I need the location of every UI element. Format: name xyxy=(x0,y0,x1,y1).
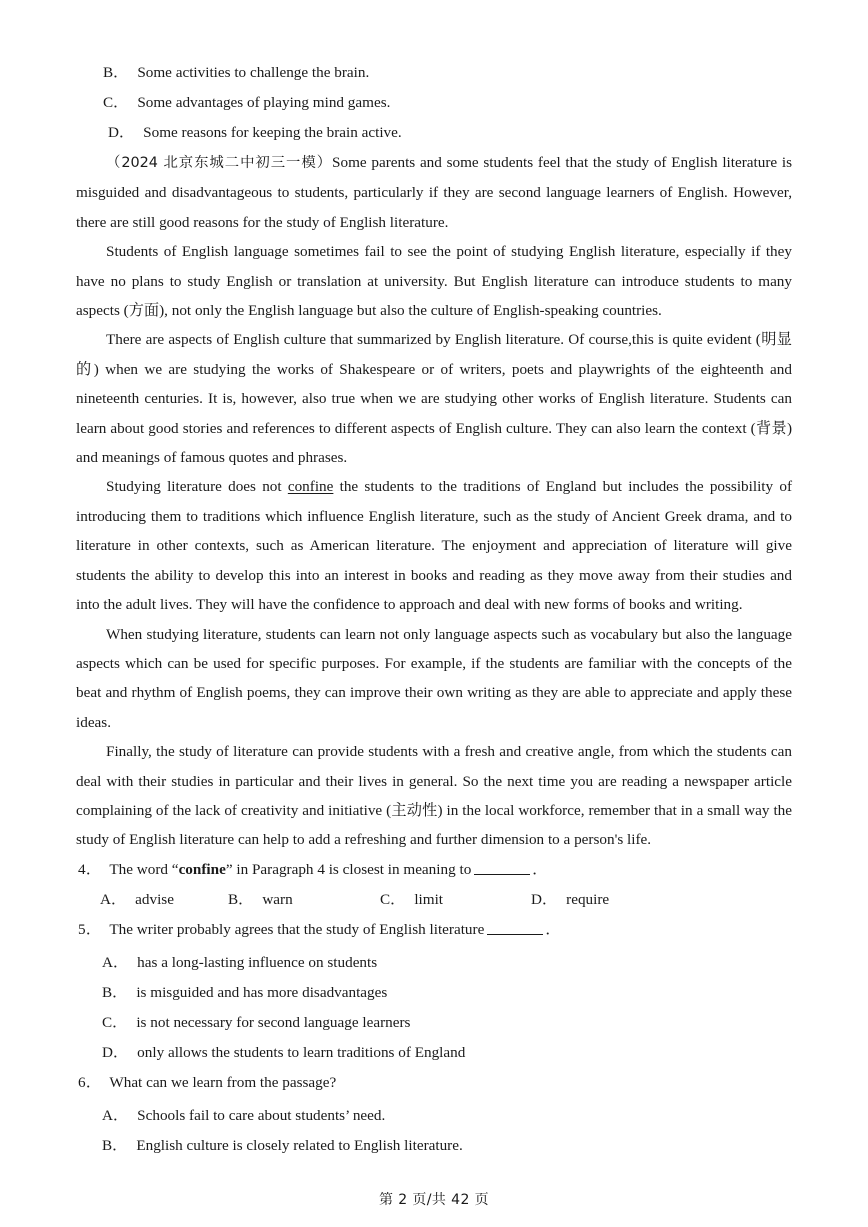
paragraph-text: There are aspects of English culture that summarized by English literature. Of course,this is quite evident (明显的) when we are studying the works of Shakespeare or of writers, poets and playwrights of the eighteenth and nineteenth centuries. It is, however, also true when we are studying other works of English literature. Students can learn about good stories and references to different aspects of English culture. They can also learn the context (背景) and meanings of famous quotes and phrases. xyxy=(76,331,792,467)
question-6-option-a[interactable] xyxy=(76,1101,792,1131)
option-letter: A． xyxy=(100,890,127,908)
option-letter: B． xyxy=(228,890,254,908)
option-d[interactable] xyxy=(531,885,609,915)
passage-paragraph-3 xyxy=(76,325,792,472)
paragraph-text-after: the students to the traditions of England but includes the possibility of introducing them to traditions which influence English literature, such as the study of Ancient Greek drama, and to literature in other contexts, such as American literature. The enjoyment and appreciation of literature will give students the ability to develop this into an interest in books and reading as they move away from their studies and into the adult lives. They will have the confidence to approach and deal with new forms of books and writing. xyxy=(76,478,792,614)
option-c[interactable] xyxy=(380,885,443,915)
paragraph-text: Finally, the study of literature can provide students with a fresh and creative angle, from which the students can deal with their studies in particular and their lives in general. So the next time you are reading a newspaper article complaining of the lack of creativity and initiative (主动性) in the local workforce, remember that in a small way the study of English literature can help to add a refreshing and further dimension to a person's life. xyxy=(76,743,792,849)
option-letter: B． xyxy=(102,1136,128,1154)
question-5-stem xyxy=(76,915,792,945)
list-item xyxy=(76,88,792,118)
question-stem: The writer probably agrees that the study of English literature xyxy=(109,920,485,938)
question-stem-end: ． xyxy=(545,920,561,938)
option-letter: A． xyxy=(102,1106,129,1124)
passage-paragraph-2 xyxy=(76,237,792,325)
option-letter: D． xyxy=(531,890,558,908)
option-letter: B． xyxy=(103,64,129,81)
option-text: Some advantages of playing mind games. xyxy=(137,94,391,111)
question-number: 6． xyxy=(78,1073,102,1091)
passage-paragraph-6 xyxy=(76,737,792,855)
option-letter: D． xyxy=(102,1043,129,1061)
option-text: Schools fail to care about students’ need. xyxy=(137,1106,386,1124)
option-text: Some activities to challenge the brain. xyxy=(137,64,370,81)
option-b[interactable] xyxy=(228,885,293,915)
option-a[interactable] xyxy=(100,885,174,915)
page-content xyxy=(76,58,792,1161)
option-letter: C． xyxy=(102,1013,128,1031)
question-4-stem xyxy=(76,855,792,885)
option-text: has a long-lasting influence on students xyxy=(137,953,378,971)
option-letter: D． xyxy=(108,124,135,141)
option-text: is misguided and has more disadvantages xyxy=(136,983,388,1001)
answer-blank[interactable] xyxy=(487,934,543,935)
question-5-option-b[interactable] xyxy=(76,978,792,1008)
option-text: limit xyxy=(414,890,444,908)
question-stem: What can we learn from the passage? xyxy=(109,1073,337,1091)
question-6-stem xyxy=(76,1068,792,1098)
list-item xyxy=(76,118,792,148)
list-item xyxy=(76,58,792,88)
question-6-option-b[interactable] xyxy=(76,1131,792,1161)
source-tag: （2024 北京东城二中初三一模） xyxy=(106,155,333,171)
question-stem-before: The word “ xyxy=(109,860,179,878)
paragraph-text-before: Studying literature does not xyxy=(106,478,288,496)
option-letter: C． xyxy=(103,94,129,111)
question-4-options xyxy=(76,885,792,915)
option-text: only allows the students to learn traditions of England xyxy=(137,1043,466,1061)
option-letter: A． xyxy=(102,953,129,971)
question-5-option-a[interactable] xyxy=(76,948,792,978)
paragraph-text: When studying literature, students can learn not only language aspects such as vocabulary but also the language aspects which can be used for specific purposes. For example, if the students are familiar with the concepts of the beat and rhythm of English poems, they can improve their own writing as they are able to appreciate and apply these ideas. xyxy=(76,625,792,731)
option-text: English culture is closely related to English literature. xyxy=(136,1136,463,1154)
question-number: 5． xyxy=(78,920,102,938)
page-footer: 第 2 页/共 42 页 xyxy=(378,1192,490,1208)
option-text: warn xyxy=(262,890,293,908)
question-stem-after: ” in Paragraph 4 is closest in meaning to xyxy=(225,860,472,878)
question-5-option-d[interactable] xyxy=(76,1038,792,1068)
paragraph-text: Students of English language sometimes fail to see the point of studying English literature, especially if they have no plans to study English or translation at university. But English literature can introduce students to many aspects (方面), not only the English language but also the culture of English-speaking countries. xyxy=(76,243,792,320)
question-number: 4． xyxy=(78,860,102,878)
passage-paragraph-5 xyxy=(76,620,792,738)
option-letter: B． xyxy=(102,983,128,1001)
answer-blank[interactable] xyxy=(474,874,530,875)
option-text: require xyxy=(566,890,610,908)
option-letter: C． xyxy=(380,890,406,908)
option-text: is not necessary for second language learners xyxy=(136,1013,411,1031)
paragraph-text: Some parents and some students feel that the study of English literature is misguided and disadvantageous to students, particularly if they are second language learners of English. However, there are still good reasons for the study of English literature. xyxy=(76,154,793,231)
question-5-option-c[interactable] xyxy=(76,1008,792,1038)
question-keyword-confine: confine xyxy=(178,860,226,878)
passage-paragraph-4 xyxy=(76,472,792,619)
option-text: advise xyxy=(135,890,174,908)
underlined-word-confine: confine xyxy=(287,478,334,496)
option-text: Some reasons for keeping the brain active. xyxy=(143,124,402,141)
passage-paragraph-1 xyxy=(76,148,792,237)
question-stem-end: ． xyxy=(532,860,548,878)
